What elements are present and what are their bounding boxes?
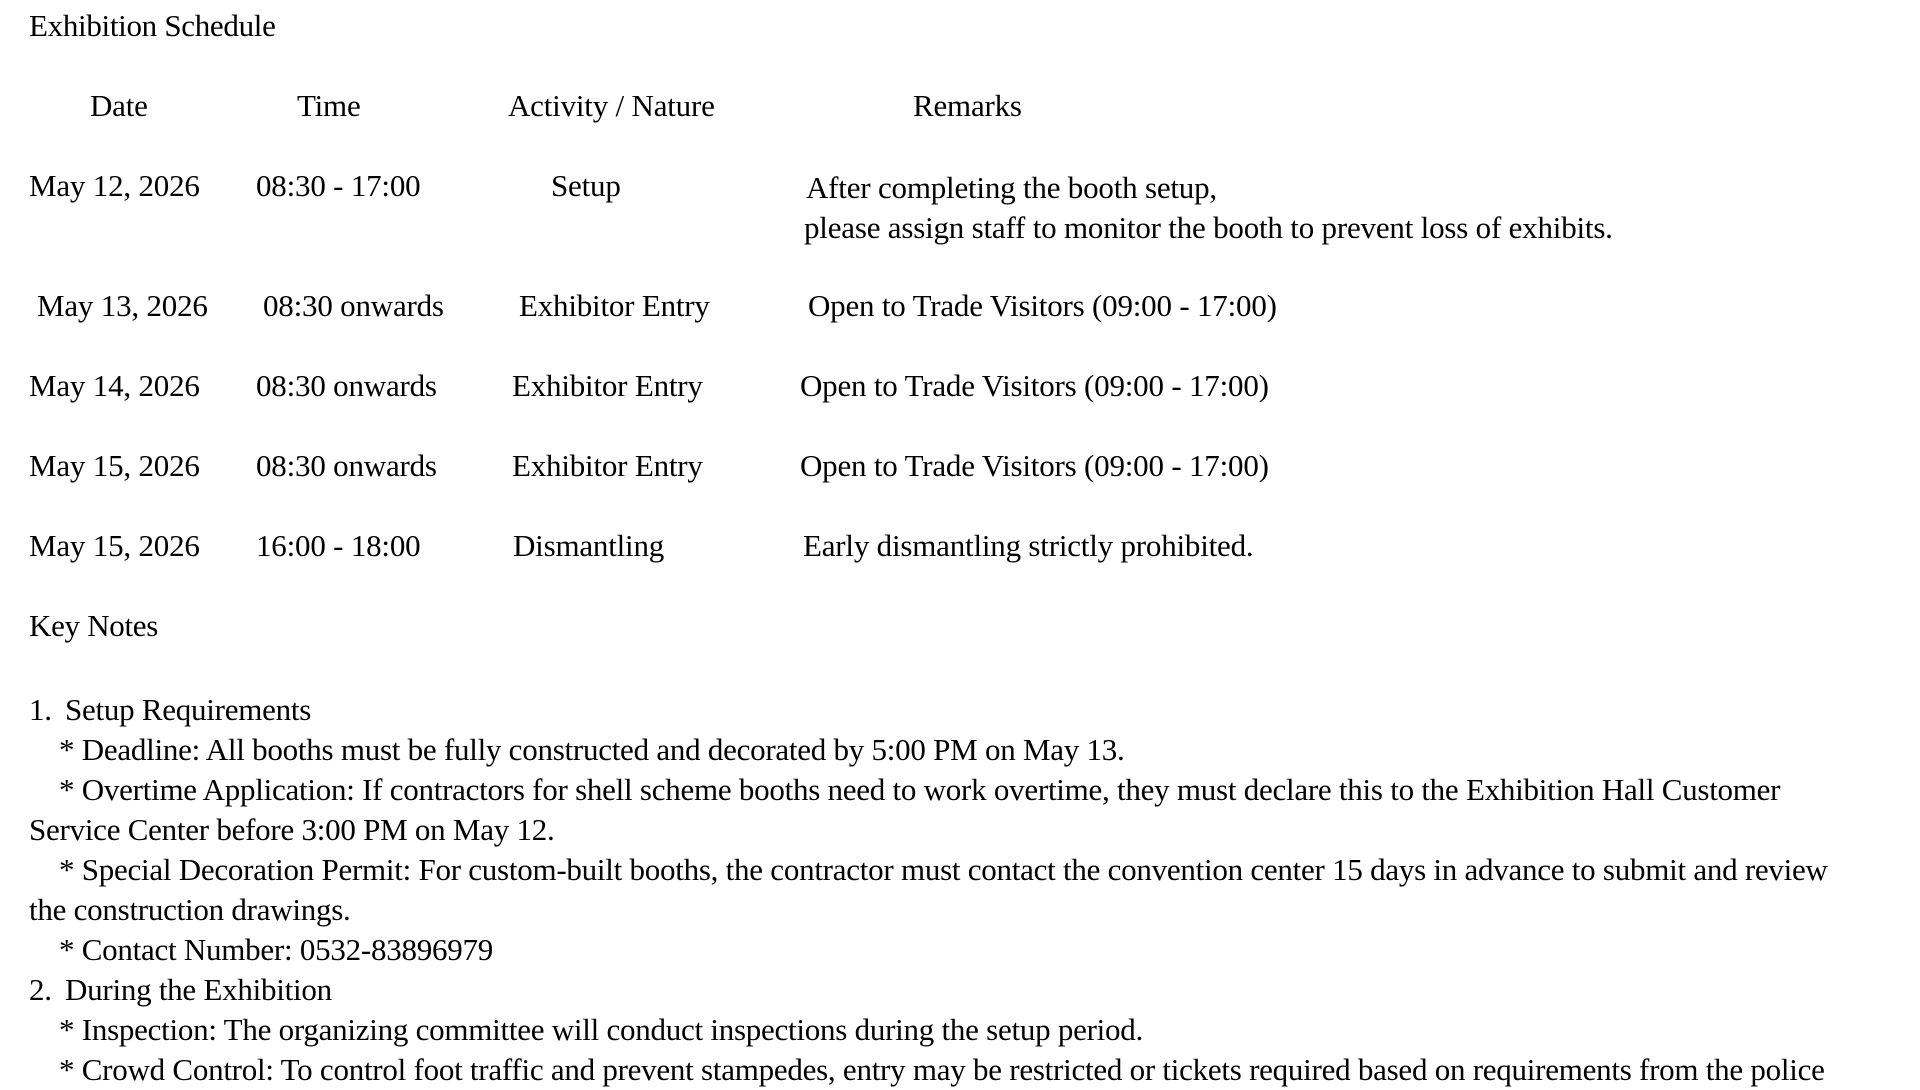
note-section xyxy=(29,970,1829,1090)
note-item: * Crowd Control: To control foot traffic and prevent stampedes, entry may be restricted or tickets required based on requirements from the police xyxy=(59,1052,1825,1087)
column-header-activity: Activity / Nature xyxy=(508,88,715,123)
note-section-number: 1. xyxy=(29,692,52,727)
note-item: * Overtime Application: If contractors for shell scheme booths need to work overtime, they must declare this to the Exhibition Hall Customer Service Center before 3:00 PM on May 12. xyxy=(29,772,1781,847)
row-date: May 15, 2026 xyxy=(29,448,200,483)
row-time: 08:30 onwards xyxy=(263,288,444,323)
row-remarks xyxy=(806,168,1613,248)
key-notes-list xyxy=(29,690,1829,1090)
row-date: May 14, 2026 xyxy=(29,368,200,403)
row-time: 08:30 onwards xyxy=(256,368,437,403)
note-item: * Special Decoration Permit: For custom-built booths, the contractor must contact the convention center 15 days in advance to submit and review the construction drawings. xyxy=(29,852,1828,927)
schedule-title: Exhibition Schedule xyxy=(29,8,276,43)
note-section-title xyxy=(29,690,1829,730)
column-header-remarks: Remarks xyxy=(913,88,1022,123)
note-item: * Inspection: The organizing committee will conduct inspections during the setup period. xyxy=(59,1012,1144,1047)
note-item: * Contact Number: 0532-83896979 xyxy=(59,932,493,967)
row-activity: Dismantling xyxy=(513,528,665,563)
note-section-number: 2. xyxy=(29,972,52,1007)
row-remarks-line: After completing the booth setup, xyxy=(806,170,1217,205)
row-date: May 12, 2026 xyxy=(29,168,200,203)
row-activity: Setup xyxy=(551,168,621,203)
column-header-date: Date xyxy=(90,88,148,123)
row-date: May 13, 2026 xyxy=(37,288,208,323)
row-activity: Exhibitor Entry xyxy=(512,368,703,403)
key-notes-title: Key Notes xyxy=(29,608,159,643)
row-time: 08:30 - 17:00 xyxy=(256,168,421,203)
row-remarks-line: please assign staff to monitor the booth to prevent loss of exhibits. xyxy=(804,210,1613,245)
note-section-title-text: Setup Requirements xyxy=(65,692,312,727)
row-remarks: Early dismantling strictly prohibited. xyxy=(803,528,1254,563)
row-activity: Exhibitor Entry xyxy=(519,288,710,323)
row-time: 16:00 - 18:00 xyxy=(256,528,421,563)
row-remarks: Open to Trade Visitors (09:00 - 17:00) xyxy=(808,288,1277,323)
note-section-title xyxy=(29,970,1829,1010)
row-remarks: Open to Trade Visitors (09:00 - 17:00) xyxy=(800,448,1269,483)
row-date: May 15, 2026 xyxy=(29,528,200,563)
note-item: * Deadline: All booths must be fully constructed and decorated by 5:00 PM on May 13. xyxy=(59,732,1125,767)
column-header-time: Time xyxy=(297,88,361,123)
row-remarks: Open to Trade Visitors (09:00 - 17:00) xyxy=(800,368,1269,403)
row-activity: Exhibitor Entry xyxy=(512,448,703,483)
note-section xyxy=(29,690,1829,970)
row-time: 08:30 onwards xyxy=(256,448,437,483)
note-section-title-text: During the Exhibition xyxy=(65,972,332,1007)
